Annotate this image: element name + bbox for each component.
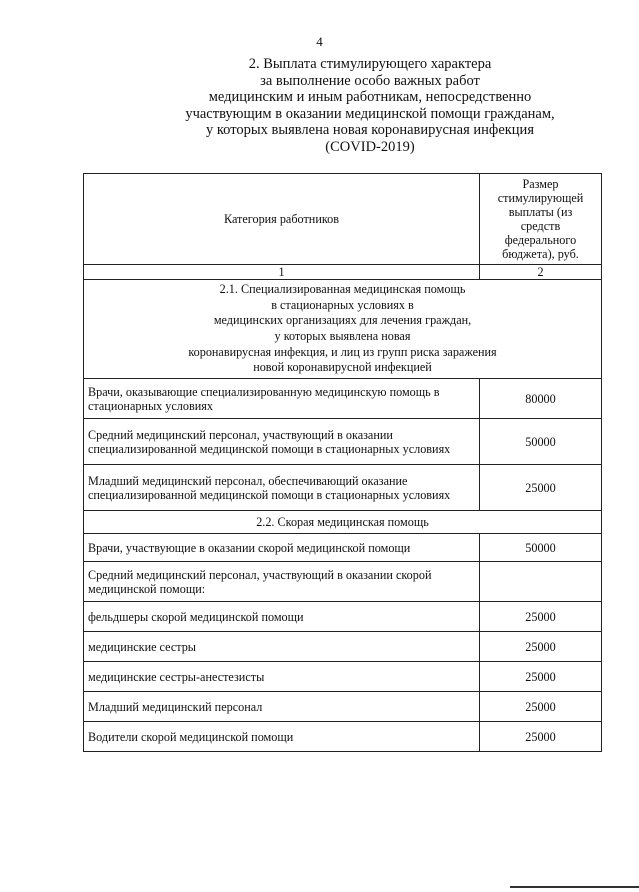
category-cell: Средний медицинский персонал, участвующий в оказании скорой медицинской помощи:: [84, 562, 480, 602]
amount-cell: [480, 562, 602, 602]
header-amount-line: федерального: [504, 233, 577, 247]
section-title-line: новой коронавирусной инфекцией: [253, 360, 432, 375]
category-cell: Младший медицинский персонал, обеспечивающий оказание специализированной медицинской помощи в стационарных условиях: [84, 465, 480, 511]
category-cell: Врачи, участвующие в оказании скорой медицинской помощи: [84, 534, 480, 562]
table-row: [84, 419, 602, 465]
category-cell: Врачи, оказывающие специализированную медицинскую помощь в стационарных условиях: [84, 379, 480, 419]
category-cell: фельдшеры скорой медицинской помощи: [84, 602, 480, 632]
scan-edge-mark: [510, 886, 639, 888]
title-line: участвующим в оказании медицинской помощи гражданам,: [185, 105, 555, 122]
amount-cell: 50000: [480, 534, 602, 562]
table-row: [84, 662, 602, 692]
amount-cell: 25000: [480, 662, 602, 692]
page-number: 4: [316, 34, 323, 49]
title-line: медицинским и иным работникам, непосредственно: [208, 89, 532, 106]
amount-cell: 25000: [480, 632, 602, 662]
amount-cell: 25000: [480, 722, 602, 752]
amount-cell: 25000: [480, 602, 602, 632]
table-row: [84, 602, 602, 632]
table-row: [84, 534, 602, 562]
section-title-line: в стационарных условиях в: [271, 297, 414, 312]
amount-cell: 80000: [480, 379, 602, 419]
header-category: Категория работников: [84, 174, 480, 265]
payment-table: [83, 173, 602, 752]
table-row: [84, 465, 602, 511]
amount-cell: 25000: [480, 692, 602, 722]
header-amount-line: стимулирующей: [497, 191, 584, 205]
title-line: (COVID-2019): [325, 138, 415, 155]
document-title: [110, 56, 630, 156]
section-title-line: 2.1. Специализированная медицинская помощь: [219, 282, 466, 297]
section-title-line: медицинских организациях для лечения граждан,: [213, 313, 472, 328]
header-amount-line: бюджета), руб.: [502, 247, 579, 261]
category-cell: Младший медицинский персонал: [84, 692, 480, 722]
column-number: 1: [84, 265, 480, 280]
section-heading-row: [84, 511, 602, 534]
category-cell: Водители скорой медицинской помощи: [84, 722, 480, 752]
table-header-row: [84, 174, 602, 265]
category-cell: Средний медицинский персонал, участвующий в оказании специализированной медицинской помощи в стационарных условиях: [84, 419, 480, 465]
header-amount: [480, 174, 602, 265]
category-cell: медицинские сестры-анестезисты: [84, 662, 480, 692]
amount-cell: 50000: [480, 419, 602, 465]
header-amount-line: выплаты (из: [508, 205, 573, 219]
section-title-line: у которых выявлена новая: [274, 329, 411, 343]
title-line: за выполнение особо важных работ: [260, 72, 480, 89]
amount-cell: 25000: [480, 465, 602, 511]
section-title-line: коронавирусная инфекция, и лиц из групп риска заражения: [188, 344, 497, 359]
title-line: у которых выявлена новая коронавирусная инфекция: [206, 122, 534, 139]
header-amount-line: Размер: [522, 177, 559, 191]
section-1-title: [84, 280, 602, 379]
category-cell: медицинские сестры: [84, 632, 480, 662]
table-row: [84, 692, 602, 722]
table-row: [84, 632, 602, 662]
column-number: 2: [480, 265, 602, 280]
header-amount-line: средств: [520, 219, 561, 233]
section-heading-row: [84, 280, 602, 379]
table-row: [84, 722, 602, 752]
column-number-row: [84, 265, 602, 280]
table-row: [84, 379, 602, 419]
table-row: [84, 562, 602, 602]
title-line: 2. Выплата стимулирующего характера: [248, 56, 492, 72]
section-2-title: 2.2. Скорая медицинская помощь: [84, 511, 602, 534]
